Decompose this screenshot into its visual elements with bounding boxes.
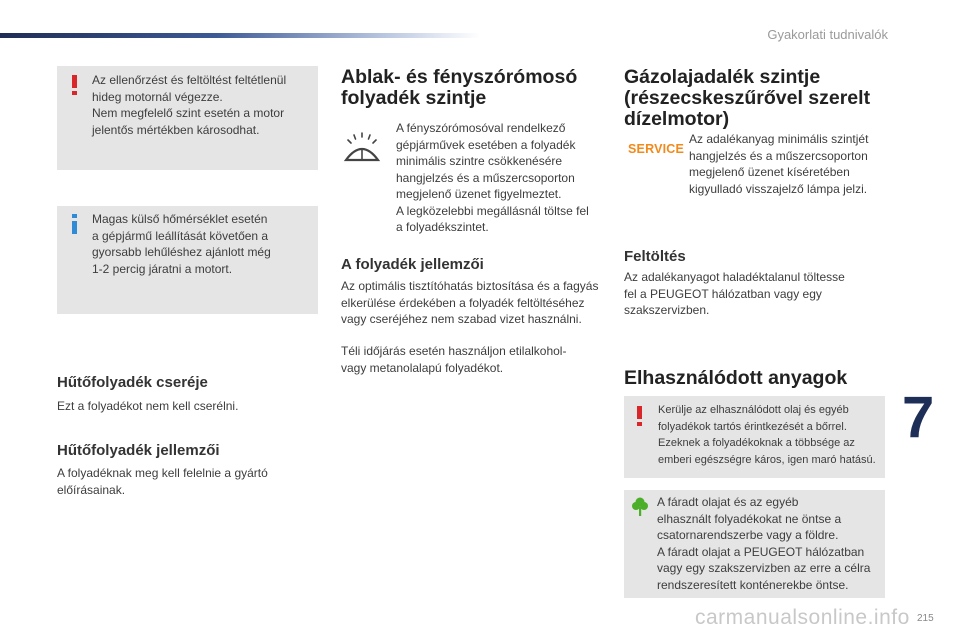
warning-line-1: Az ellenőrzést és feltöltést feltétlenül [92,73,287,87]
warning-box [57,66,318,170]
coolant-change-text: Ezt a folyadékot nem kell cserélni. [57,399,239,413]
eco-box [624,490,885,598]
service-warning-icon: SERVICE [628,142,685,156]
additive-heading-line-2: (részecskeszűrővel szerelt [624,87,871,109]
eco-line-1: A fáradt olajat és az egyéb [657,495,799,509]
winter-line-1: Téli időjárás esetén használjon etilalkohol- [341,344,567,358]
tree-icon [632,497,648,517]
exclamation-icon [71,75,77,95]
used-warning-box [624,396,885,478]
additive-text-line-1: Az adalékanyag minimális szintjét [689,132,869,146]
fluid-spec-line-3: vagy cseréjéhez nem szabad vizet használni. [341,312,582,326]
warning-line-2: hideg motornál végezze. [92,89,223,104]
washer-text-line-2: gépjárművek esetében a folyadék [396,137,576,152]
info-line-4: 1-2 percig járatni a motort. [92,261,233,276]
additive-heading-line-3: dízelmotor) [624,108,730,130]
washer-text-line-6: A legközelebbi megállásnál töltse fel [396,203,589,218]
washer-text-line-4: hangjelzés és a műszercsoporton [396,170,575,185]
refill-line-2: fel a PEUGEOT hálózatban vagy egy [624,286,822,301]
washer-text-line-5: megjelenő üzenet figyelmeztet. [396,187,562,201]
used-warning-line-4: emberi egészségre káros, igen maró hatású. [658,453,876,466]
coolant-spec-heading: Hűtőfolyadék jellemzői [57,442,220,459]
additive-text-line-3: megjelenő üzenet kíséretében [689,165,850,179]
header-accent-bar [0,33,480,38]
used-warning-line-3: Ezeknek a folyadékoknak a többsége az [658,437,855,449]
washer-text-line-1: A fényszórómosóval rendelkező [396,121,566,135]
eco-line-4: A fáradt olajat a PEUGEOT hálózatban [657,544,865,559]
windscreen-washer-icon [342,130,382,166]
used-warning-line-2: folyadékok tartós érintkezését a bőrrel. [658,420,847,433]
page-number: 215 [917,613,934,624]
eco-line-2: elhasznált folyadékokat ne öntse a [657,511,842,526]
fluid-spec-line-1: Az optimális tisztítóhatás biztosítása és a fagyás [341,279,599,293]
additive-text-line-2: hangjelzés és a műszercsoporton [689,148,868,163]
washer-text-line-7: a folyadékszintet. [396,220,489,234]
info-line-1: Magas külső hőmérséklet esetén [92,212,268,226]
eco-line-3: csatornarendszerbe vagy a földre. [657,528,839,542]
coolant-spec-line-1: A folyadéknak meg kell felelnie a gyártó [57,466,268,480]
eco-line-5: vagy egy szakszervizben az erre a célra [657,561,871,575]
coolant-change-heading: Hűtőfolyadék cseréje [57,374,208,391]
warning-line-3: Nem megfelelő szint esetén a motor [92,106,285,120]
refill-heading: Feltöltés [624,248,686,265]
info-line-2: a gépjármű leállítását követően a [92,228,269,243]
refill-line-1: Az adalékanyagot haladéktalanul töltesse [624,270,845,284]
fluid-spec-line-2: elkerülése érdekében a folyadék feltöltéséhez [341,295,585,310]
coolant-spec-line-2: előírásainak. [57,482,126,497]
fluid-spec-heading: A folyadék jellemzői [341,256,484,273]
section-title: Gyakorlati tudnivalók [767,27,888,42]
exclamation-icon [636,406,642,426]
used-warning-line-1: Kerülje az elhasználódott olaj és egyéb [658,404,849,416]
info-box [57,206,318,314]
refill-line-3: szakszervizben. [624,303,710,317]
warning-line-4: jelentős mértékben károsodhat. [92,122,260,137]
washer-heading-line-2: folyadék szintje [341,87,487,109]
info-line-3: gyorsabb lehűléshez ajánlott még [92,245,271,259]
watermark: carmanualsonline.info [695,606,910,629]
eco-line-6: rendszeresített konténerekbe öntse. [657,577,849,592]
used-materials-heading: Elhasználódott anyagok [624,367,848,389]
info-icon [71,214,77,234]
winter-line-2: vagy metanolalapú folyadékot. [341,360,504,375]
washer-heading-line-1: Ablak- és fényszórómosó [341,66,578,88]
additive-text-line-4: kigyulladó visszajelző lámpa jelzi. [689,181,868,196]
additive-heading-line-1: Gázolajadalék szintje [624,66,821,88]
washer-text-line-3: minimális szintre csökkenésére [396,154,563,168]
washer-section-heading [341,67,577,109]
additive-section-heading [624,67,870,130]
chapter-number: 7 [902,385,935,450]
